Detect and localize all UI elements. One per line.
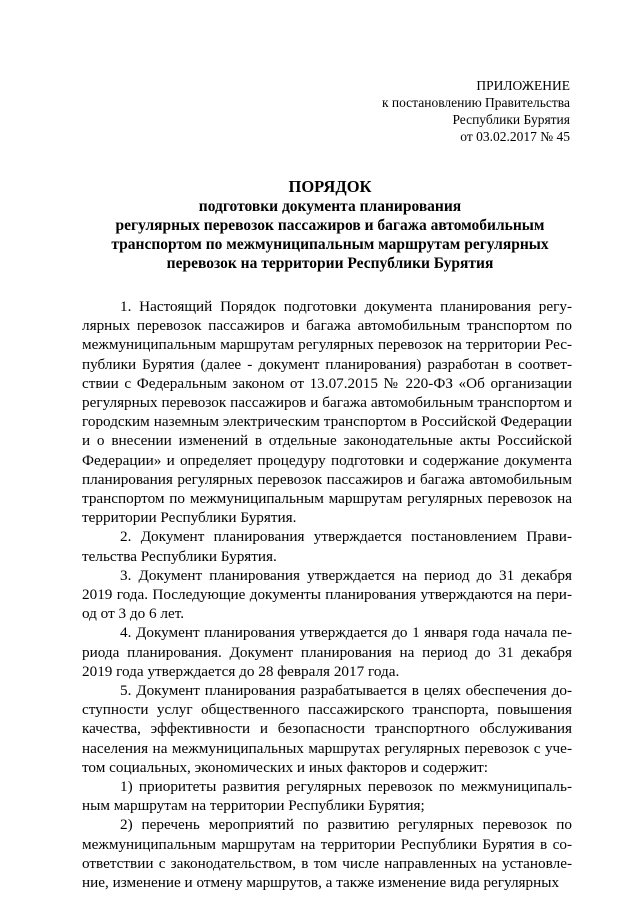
title-line-4: перевозок на территории Республики Бурятия [166,255,494,272]
title-line-3: транспортом по межмуниципальным маршрутам регулярных [111,236,549,253]
document-body [82,297,572,892]
paragraph-1: 1. Настоящий Порядок подготовки документа планирования регулярных перевозок пассажиров и багажа автомобильным транспортом по межмуниципальным маршрутам регулярных перевозок на территории Республики Бурятия (далее - документ планирования) разработан в соответствии с Федеральным законом от 13.07.2015 № 220-ФЗ «Об организации регулярных перевозок пассажиров и багажа автомобильным транспортом и городским наземным электрическим транспортом в Российской Федерации и о внесении изменений в отдельные законодательные акты Российской Федерации» и определяет процедуру подготовки и содержание документа планирования регулярных перевозок пассажиров и багажа автомобильным транспортом по межмуниципальным маршрутам регулярных перевозок на территории Республики Бурятия. [82,298,572,527]
title-line-2: регулярных перевозок пассажиров и багажа автомобильным [115,217,545,234]
appendix-line-1: к постановлению Правительства [381,95,570,110]
appendix-header [382,77,570,145]
paragraph-4: 4. Документ планирования утверждается до 1 января года начала периода планирования. Документ планирования на период до 31 декабря 2019 года утверждается до 28 февраля 2017 года. [82,624,572,680]
appendix-line-2: Республики Бурятия [452,112,570,127]
paragraph-5-item-2: 2) перечень мероприятий по развитию регулярных перевозок по межмуниципальным маршрутам на территории Республики Бурятия в соответствии с законодательством, в том числе направленных на установление, изменение и отмену маршрутов, а также изменение вида регулярных [82,816,572,892]
paragraph-3: 3. Документ планирования утверждается на период до 31 декабря 2019 года. Последующие документы планирования утверждаются на период от 3 до 6 лет. [82,566,572,623]
paragraph-5: 5. Документ планирования разрабатывается в целях обеспечения доступности услуг общественного пассажирского транспорта, повышения качества, эффективности и безопасности транспортного обслуживания населения на межмуниципальных маршрутах регулярных перевозок с учетом социальных, экономических и иных факторов и содержит: [82,682,572,776]
title-main: ПОРЯДОК [288,177,372,196]
paragraph-2: 2. Документ планирования утверждается постановлением Правительства Республики Бурятия. [82,528,572,565]
document-title [90,177,570,273]
appendix-label: ПРИЛОЖЕНИЕ [476,78,570,93]
paragraph-5-item-1: 1) приоритеты развития регулярных перевозок по межмуниципальным маршрутам на территории Республики Бурятия; [82,778,572,815]
title-line-1: подготовки документа планирования [198,198,462,215]
appendix-line-3: от 03.02.2017 № 45 [460,129,570,144]
